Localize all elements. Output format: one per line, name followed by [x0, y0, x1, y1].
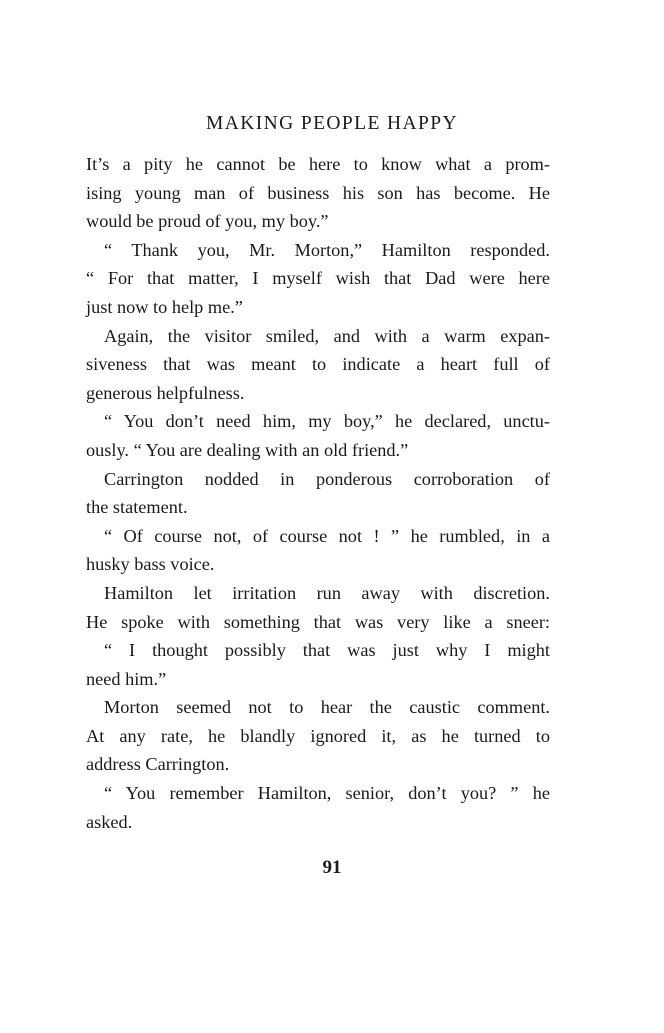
- text-line: Hamilton let irritation run away with discretion.: [104, 582, 550, 603]
- text-line: Again, the visitor smiled, and with a warm expan-: [104, 325, 550, 346]
- text-line: siveness that was meant to indicate a heart full of: [86, 354, 550, 375]
- text-line: the statement.: [86, 497, 188, 518]
- text-line: He spoke with something that was very like a sneer:: [86, 611, 550, 632]
- page-number: 91: [322, 857, 342, 878]
- text-line: generous helpfulness.: [86, 382, 245, 403]
- text-line: ising young man of business his son has become. He: [86, 182, 550, 203]
- text-line: just now to help me.”: [86, 296, 243, 317]
- text-line: address Carrington.: [86, 754, 230, 775]
- text-line: “ Thank you, Mr. Morton,” Hamilton responded.: [104, 239, 550, 260]
- text-line: would be proud of you, my boy.”: [86, 211, 329, 232]
- text-line: asked.: [86, 811, 133, 832]
- text-line: “ You don’t need him, my boy,” he declared, unctu-: [104, 411, 550, 432]
- text-line: “ For that matter, I myself wish that Dad were here: [86, 268, 550, 289]
- text-line: husky bass voice.: [86, 554, 215, 575]
- text-line: “ Of course not, of course not ! ” he rumbled, in a: [104, 525, 550, 546]
- body-text: [86, 150, 550, 836]
- text-line: It’s a pity he cannot be here to know what a prom-: [86, 154, 550, 174]
- text-line: ously. “ You are dealing with an old friend.”: [86, 439, 409, 460]
- text-line: Carrington nodded in ponderous corroboration of: [104, 468, 550, 489]
- text-line: “ I thought possibly that was just why I might: [104, 640, 550, 661]
- text-line: “ You remember Hamilton, senior, don’t you? ” he: [104, 783, 550, 804]
- text-line: need him.”: [86, 668, 167, 689]
- text-line: At any rate, he blandly ignored it, as he turned to: [86, 725, 550, 746]
- text-line: Morton seemed not to hear the caustic comment.: [104, 697, 550, 718]
- running-head: MAKING PEOPLE HAPPY: [206, 113, 458, 134]
